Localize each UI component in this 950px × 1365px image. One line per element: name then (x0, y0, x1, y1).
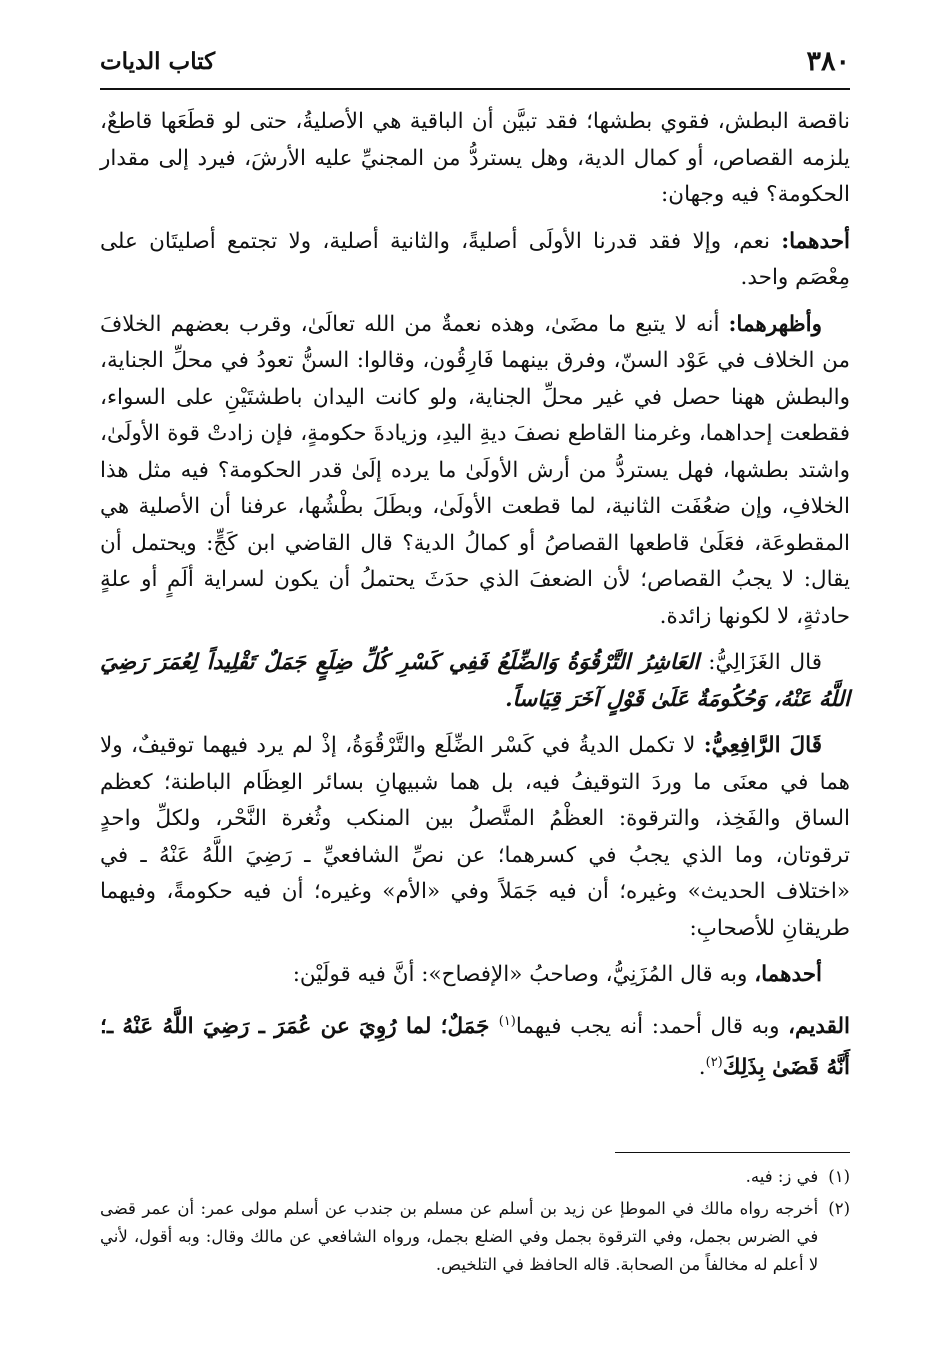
footnotes (100, 1152, 850, 1283)
footnote-text: في ز: فيه. (745, 1167, 819, 1186)
matn-paragraph (100, 645, 850, 718)
matn-intro: قال الغَزَالِيُّ: (699, 650, 822, 675)
matn-text: العَاشِرُ التَّرْقُوَةُ وَالضِّلَعُ فَفِي كَسْرِ كُلِّ ضِلَعٍ جَمَلٌ تَقْلِيداً لِعُمَرَ رَضِيَ اللَّهُ عَنْهُ، وَحُكُومَةٌ عَلَىٰ قَوْلٍ آخَرَ قِيَاساً. (100, 650, 850, 712)
footnote-ref[interactable]: (٢) (705, 1055, 723, 1071)
footnote-ref[interactable]: (١) (498, 1013, 516, 1029)
header-divider (100, 88, 850, 90)
paragraph (100, 728, 850, 947)
footnote (100, 1163, 850, 1191)
paragraph-lead: أحدهما، (754, 962, 822, 987)
paragraph-lead: وأظهرهما: (728, 311, 822, 337)
page-header (100, 42, 850, 80)
footnote-number: (٢) (828, 1199, 850, 1218)
footnote-number: (١) (828, 1167, 850, 1186)
paragraph (100, 104, 850, 214)
paragraph-text: أنه لا يتبع ما مضَىٰ، وهذه نعمةٌ من الله تعالَىٰ، وقرب بعضهم الخلافَ من الخلاف في عَوْد السنّ، وفرق بينهما فَارِقُون، وقالوا: السنُّ تعودُ في محلِّ الجناية، والبطش ههنا حصل في غير محلِّ الجناية، ولو كانت اليدان باطشتَيْنِ على السواء، فقطعت إحداهما، وغرمنا القاطع نصفَ ديةِ اليدِ، وزيادةَ حكومةٍ، فإن زادتْ قوة الأولَىٰ، واشتد بطشها، فهل يستردُّ من أرش الأولَىٰ ما يرده إلَىٰ قدر الحكومة؟ فيه مثل هذا الخلافِ، وإن ضعُفَت الثانية، لما قطعت الأولَىٰ، وبطَلَ بطْشُها، عرفنا أن الأصلية هي المقطوعَة، فعَلَىٰ قاطعها القصاصُ أو كمالُ الدية؟ قال القاضي ابن كَجٍّ: ويحتمل أن يقال: لا يجبُ القصاص؛ لأن الضعفَ الذي حدَثَ يحتملُ أن يكون لسراية ألَمٍ أو علةٍ حادثةٍ، لا لكونها زائدة. (100, 311, 850, 629)
footnote-text: أخرجه رواه مالك في الموطإ عن زيد بن أسلم عن مسلم بن جندب عن أسلم مولى عمر: أن عمر قضى في الضرس بجمل، وفي الترقوة بجمل وفي الضلع بجمل، ورواه الشافعي عن مالك وقال: وبه أقول، لأني لا أعلم له مخالفاً من الصحابة. قاله الحافظ في التلخيص. (100, 1199, 819, 1274)
paragraph-text: ناقصة البطش، فقوي بطشها؛ فقد تبيَّن أن الباقية هي الأصليةُ، حتى لو قطَعَها قاطعٌ، يلزمه القصاص، أو كمال الدية، وهل يستردُّ من المجنيِّ عليه الأرشَ، فيرد إلى مقدار الحكومة؟ فيه وجهان: (100, 109, 850, 207)
paragraph-text: وبه قال أحمد: أنه يجب فيهما (515, 1013, 789, 1039)
paragraph (100, 957, 850, 994)
running-title: كتاب الديات (100, 48, 216, 75)
paragraph-lead: أحدهما: (781, 228, 850, 254)
paragraph-text: جَمَلٌ؛ لما رُوِيَ عن عُمَرَ ـ رَضِيَ اللَّهُ عَنْهُ ـ؛ أَنَّهُ قَضَىٰ بِذَلِكَ (100, 1013, 850, 1081)
paragraph-text: وبه قال المُزَنِيُّ، وصاحبُ «الإفصاح»: أنَّ فيه قولَيْن: (292, 962, 755, 987)
paragraph-text: نعم، وإلا فقد قدرنا الأولَى أصليةً، والثانية أصلية، ولا تجتمع أصليتَان على مِعْصَم واحد. (100, 228, 850, 290)
paragraph-lead: قَالَ الرَّافِعِيُّ: (703, 733, 822, 758)
paragraph (100, 1004, 850, 1087)
paragraph-text: لا تكمل الديةُ في كَسْر الضِّلَع والتَّرْقُوَةُ، إذْ لم يرد فيهما توقيفٌ، ولا هما في معنَى ما وردَ التوقيفُ فيه، بل هما شبيهانِ بسائر العِظَام الباطنة؛ كعظم الساق والفَخِذ، والترقوة: العظْمُ المتَّصلُ بين المنكب وثُغرة النَّحْر، ولكلِّ واحدٍ ترقوتان، وما الذي يجبُ في كسرهما؛ عن نصِّ الشافعيِّ ـ رَضِيَ اللَّهُ عَنْهُ ـ في «اختلاف الحديث» وغيره؛ أن فيه جَمَلاً وفي «الأم» وغيره؛ أن فيه حكومةً، وفيهما طريقانِ للأصحابِ: (100, 733, 850, 941)
page-number: ٣٨٠ (806, 46, 850, 77)
main-text (100, 104, 850, 1097)
paragraph (100, 224, 850, 297)
paragraph-end: . (698, 1055, 706, 1081)
footnote (100, 1195, 850, 1279)
footnote-divider (615, 1152, 850, 1153)
paragraph (100, 307, 850, 636)
paragraph-lead: القديم، (788, 1013, 850, 1039)
